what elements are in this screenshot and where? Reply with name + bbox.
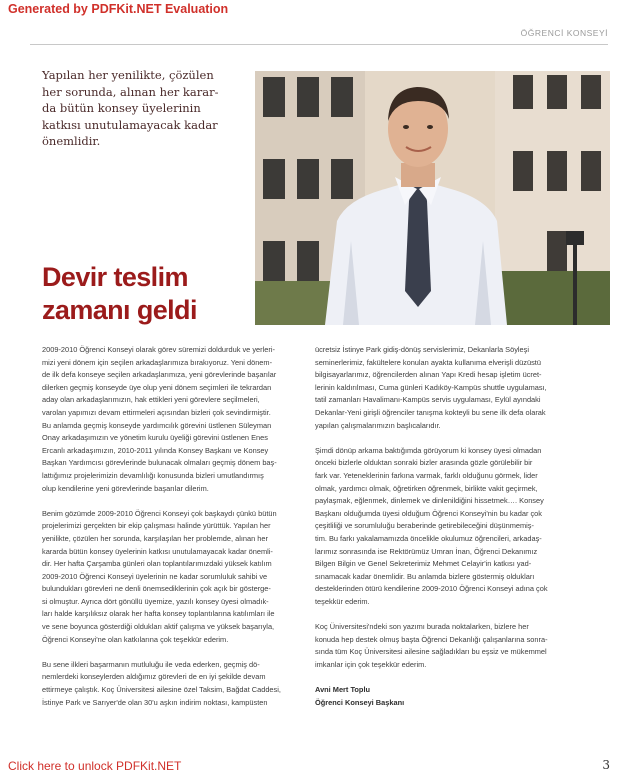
text-line: projelerimizi gerçekten bir ekip çalışması halinde yürüttük. Yapılan her (42, 521, 271, 531)
text-line: fark var. Yeteneklerinin farkına varmak, farklı olduğunu görmek, lider (315, 470, 538, 480)
headline-line: Devir teslim (42, 262, 188, 292)
text-line: paylaşmak, eğlenmek, dinlemek ve dinlenildiğini hissetmek…. Konsey (315, 496, 544, 506)
text-line: Bilgen Bilgin ve Genel Sekreterimiz Mehmet Celayir'in katkısı yad- (315, 559, 532, 569)
text-line: lattığımız projelerimizin devamlılığı konusunda bizleri umutlandırmış (42, 470, 264, 480)
text-line: dilerken geçmiş konseyde üye olup yeni dönem seçimleri ile tekrardan (42, 382, 272, 392)
pull-quote-line: da bütün konsey üyelerinin (42, 101, 201, 115)
text-line: konuda hep destek olmuş başta Öğrenci Dekanlığı çalışanlarına sonra- (315, 634, 548, 644)
text-line: kararda bütün konsey üyelerinin katkısı unutulamayacak kadar önemli- (42, 546, 273, 556)
text-line: yapılan çalışmalarımızın başlıcalarıdır. (315, 420, 441, 430)
paragraph (315, 621, 598, 671)
paragraph (42, 659, 320, 709)
text-line: ettirmeye çalıştık. Koç Üniversitesi ailesine özel Taksim, Bağdat Caddesi, (42, 685, 281, 695)
text-line: aday olan arkadaşlarımızın, hak ettikleri yeni görevlere seçilmeleri, (42, 395, 260, 405)
text-line: İstinye Park ve Sarıyer'de olan 30'u aşkın indirim noktası, kampüsten (42, 697, 268, 707)
text-line: Ercanlı arkadaşımızın, 2010-2011 yılında Konsey Başkanı ve Konsey (42, 445, 269, 455)
text-line: seminerlerimiz, fakültelere konulan ayakta kullanıma elverişli düzüstü (315, 357, 541, 367)
paragraph (315, 344, 598, 432)
text-line: Dekanlar-Yeni girişli öğrenciler tanışma kokteyli bu sene ilk defa olarak (315, 407, 546, 417)
text-line: ücretsiz İstinye Park gidiş-dönüş servislerimiz, Dekanlarla Söyleşi (315, 345, 529, 354)
text-line: ve sene boyunca gösterdiği oldukları aktif çalışma ve yüksek başarıyla, (42, 622, 275, 632)
text-line: 2009-2010 Öğrenci Konseyi olarak görev süremizi doldurduk ve yerleri- (42, 345, 275, 354)
text-line: 2009-2010 Öğrenci Konseyi üyelerinin ne kadar sorumluluk sahibi ve (42, 571, 268, 581)
header-divider (30, 44, 608, 45)
text-line: varolan yapımızı devam ettirmeleri açısından bizleri çok sevindirmiştir. (42, 407, 271, 417)
text-line: Başkan Yardımcısı görevlerinde bulunacak olmaları geçmiş dönem baş- (42, 458, 277, 468)
text-line: si olmuştur. Ayrıca dört gönüllü üyemize, yazılı konsey üyesi olmadık- (42, 596, 269, 606)
headline-line: zamanı geldi (42, 295, 197, 325)
pull-quote-line: her sorunda, alınan her karar- (42, 84, 219, 99)
pull-quote-line: Yapılan her yenilikte, çözülen (42, 68, 214, 82)
paragraph (42, 344, 320, 495)
section-label: ÖĞRENCİ KONSEYİ (520, 28, 608, 38)
paragraph (42, 508, 320, 647)
text-line: Öğrenci Konseyi'ne olan katkılarına çok teşekkür ederim. (42, 634, 229, 644)
portrait-photo (255, 71, 610, 325)
text-line: olup kendilerine yeni görevlerinde başarılar dilerim. (42, 483, 209, 493)
text-line: önceki bizlerle olduktan sonraki bizler arasında gözle görülebilir bir (315, 458, 533, 468)
pull-quote (42, 67, 222, 150)
text-line: Şimdi dönüp arkama baktığımda görüyorum ki konsey üyesi olmadan (315, 445, 542, 455)
unlock-link[interactable]: Click here to unlock PDFKit.NET (8, 759, 182, 773)
article-headline (42, 261, 252, 327)
text-line: Koç Üniversitesi'ndeki son yazımı burada noktalarken, bizlere her (315, 622, 529, 632)
author-title: Öğrenci Konseyi Başkanı (315, 697, 405, 707)
text-line: Benim gözümde 2009-2010 Öğrenci Konseyi çok başkaydı çünkü bütün (42, 508, 277, 518)
signature-block (315, 684, 598, 709)
text-line: Onay arkadaşımızın ve yönetim kurulu üyeliği görevini üstlenen Enes (42, 433, 268, 443)
text-line: lerinin kaldırılması, Cuma günleri Kadıköy-Kampüs shuttle uygulaması, (315, 382, 547, 392)
text-line: dir. Her hafta Çarşamba günleri olan toplantılarımızdaki yüksek katılım (42, 559, 272, 569)
text-line: Başkanı olduğumda üyesi olduğum Öğrenci Konseyi'nin bu kadar çok (315, 508, 542, 518)
right-column (315, 344, 598, 709)
author-name: Avni Mert Toplu (315, 685, 371, 695)
paragraph (315, 445, 598, 609)
text-line: Bu anlamda geçmiş konseyde yardımcılık görevini üstlenen Süleyman (42, 420, 272, 430)
text-line: desteklerinden ötürü kendilerine 2009-2010 Öğrenci Konseyi adına çok (315, 584, 548, 594)
text-line: nemlerdeki konseylerden aldığımız görevleri de en iyi şekilde devam (42, 672, 266, 682)
text-line: ları halde karşılıksız olarak her hafta konsey toplantılarına katılımları ile (42, 609, 275, 619)
text-line: de ilk defa konseye seçilen arkadaşlarımıza, yeni görevlerinde başarılar (42, 370, 277, 380)
text-line: teşekkür ederim. (315, 596, 370, 606)
text-line: sında tüm Koç Üniversitesi ailesine sağladıkları bu eşsiz ve mükemmel (315, 647, 547, 657)
text-line: Bu sene ilkleri başarmanın mutluluğu ile veda ederken, geçmiş dö- (42, 659, 260, 669)
text-line: bulundukları görevleri ne denli önemsediklerinin çok açık bir gösterge- (42, 584, 271, 594)
text-line: çeşitliliği ve sorumluluğu beraberinde getirebileceğini düşünmemiş- (315, 521, 534, 531)
text-line: mizi yeni dönem için seçilen arkadaşlarımıza bırakıyoruz. Yeni dönem- (42, 357, 273, 367)
text-line: sınamacak kadar önemlidir. Bu anlamda bizlere göstermiş oldukları (315, 571, 535, 581)
pull-quote-line: katkısı unutulamayacak kadar (42, 117, 218, 132)
text-line: imkanlar için çok teşekkür ederim. (315, 659, 427, 669)
text-line: bilgisayarlarımız, öğrencilerden alınan Yapı Kredi hesap işletim ücret- (315, 370, 542, 380)
text-line: olmak, yardımcı olmak, öğretirken öğrenmek, birlikte vakit geçirmek, (315, 483, 538, 493)
text-line: tatil zamanları Havalimanı-Kampüs servis uygulaması, Eylül ayındaki (315, 395, 541, 405)
text-line: yenilikte, çözülen her sorunda, karşılaşılan her problemde, alınan her (42, 533, 268, 543)
pull-quote-line: önemlidir. (42, 134, 101, 148)
left-column (42, 344, 320, 722)
text-line: tim. Bu farkı yakalamamızda öncelikle okulumuz öğrencileri, arkadaş- (315, 533, 542, 543)
page-number: 3 (602, 758, 610, 772)
text-line: larımız sonrasında ise Rektörümüz Umran İnan, Öğrenci Dekanımız (315, 546, 538, 556)
evaluation-watermark: Generated by PDFKit.NET Evaluation (8, 2, 229, 16)
